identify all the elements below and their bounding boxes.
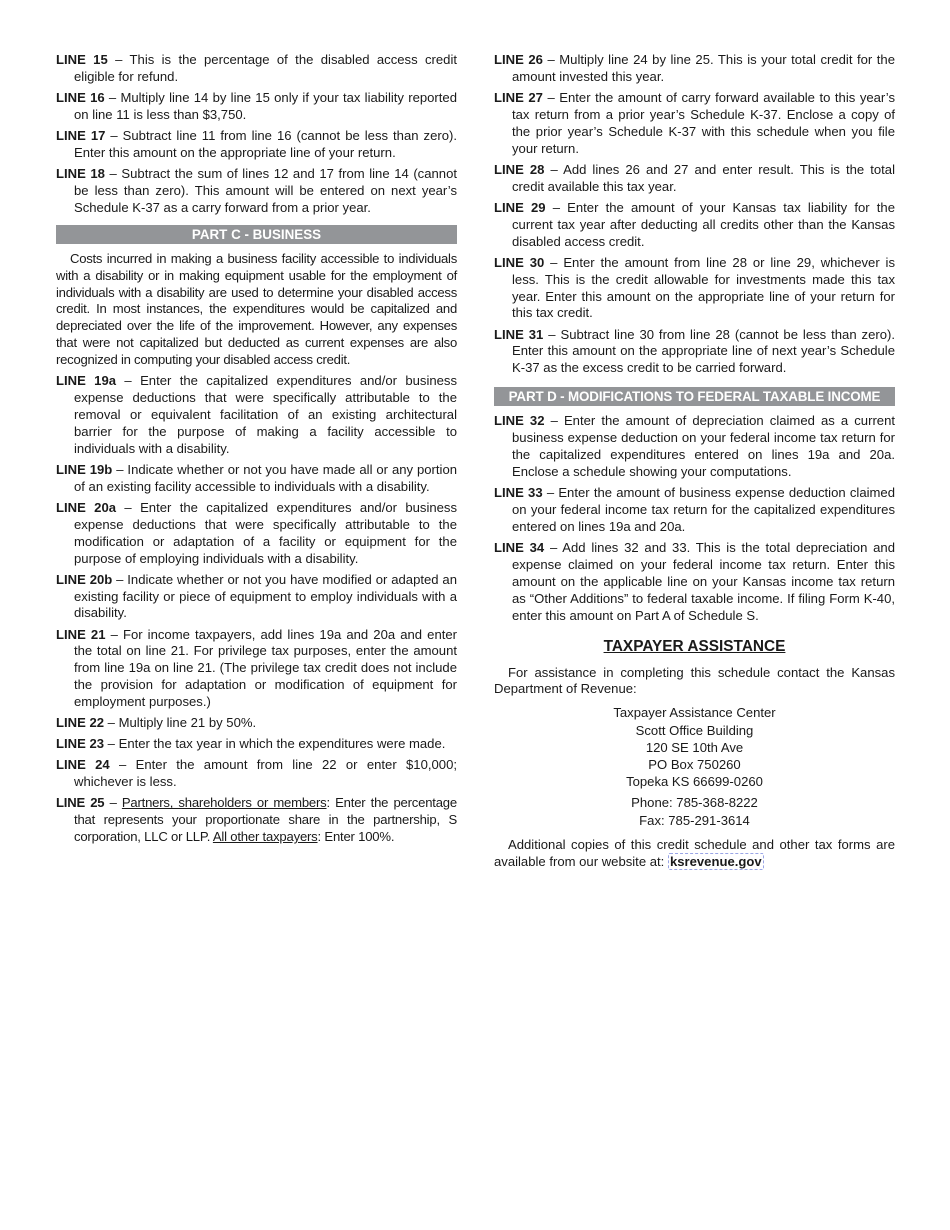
assistance-intro: For assistance in completing this schedule contact the Kansas Department of Revenue:: [494, 664, 895, 697]
phone-number: Phone: 785-368-8222: [631, 795, 758, 811]
line-instruction: LINE 33 – Enter the amount of business expense deduction claimed on your federal income tax return for the capitalized expenditures entered on lines 19a and 20a.: [494, 485, 895, 534]
line-instruction: LINE 17 – Subtract line 11 from line 16 (cannot be less than zero). Enter this amount on the appropriate line of your return.: [56, 128, 457, 160]
additional-copies-note: [494, 837, 895, 871]
line-instruction: LINE 27 – Enter the amount of carry forward available to this year’s tax return from a prior year’s Schedule K-37. Enclose a copy of the prior year’s Schedule K-37 with this schedule when you file your return.: [494, 90, 895, 156]
line-instruction-list-top: [56, 52, 457, 217]
line-instruction: LINE 30 – Enter the amount from line 28 or line 29, whichever is less. This is the credit allowable for investments made this tax year. Enter this amount on the appropriate line of your return for this tax credit.: [494, 254, 896, 321]
line-instruction: LINE 19b – Indicate whether or not you have made all or any portion of an existing facility accessible to individuals with a disability.: [56, 461, 458, 494]
line-instruction: LINE 28 – Add lines 26 and 27 and enter result. This is the total credit available this tax year.: [494, 161, 896, 194]
line-instruction: LINE 18 – Subtract the sum of lines 12 and 17 from line 14 (cannot be less than zero). This amount will be entered on next year’s Schedule K-37 as a carry forward from a prior year.: [56, 166, 457, 215]
line-instruction: LINE 24 – Enter the amount from line 22 or enter $10,000; whichever is less.: [56, 757, 457, 790]
line-instruction: LINE 20b – Indicate whether or not you have modified or adapted an existing facility or piece of equipment to employ individuals with a disability.: [56, 571, 457, 621]
address-line: Scott Office Building: [635, 722, 754, 738]
line-instruction: LINE 16 – Multiply line 14 by line 15 only if your tax liability reported on line 11 is less than $3,750.: [56, 90, 457, 122]
line-instruction: LINE 29 – Enter the amount of your Kansas tax liability for the current tax year after deducting all credits other than the Kansas disabled access credit.: [494, 199, 895, 249]
address-line: Taxpayer Assistance Center: [613, 705, 776, 721]
line-instruction: LINE 15 – This is the percentage of the disabled access credit eligible for refund.: [56, 52, 458, 84]
part-c-line-list: [56, 373, 457, 846]
line-instruction: LINE 20a – Enter the capitalized expenditures and/or business expense deductions that were specifically attributable to the modification or adaptation of a facility or equipment for the purpose of employing individuals with a disability.: [56, 499, 458, 566]
website-link[interactable]: ksrevenue.gov: [669, 853, 762, 869]
line-instruction: LINE 19a – Enter the capitalized expenditures and/or business expense deductions that were specifically attributable to the removal or equivalent facilitation of an existing architectural barrier for the purpose of making a facility accessible to individuals with a disability.: [56, 373, 458, 456]
address-line: Topeka KS 66699-0260: [626, 774, 763, 790]
additional-copies-text: Additional copies of this credit schedule and other tax forms are available from our website at:: [494, 836, 895, 869]
part-c-header: PART C - BUSINESS: [56, 225, 457, 244]
left-column: [56, 52, 457, 850]
address-line: PO Box 750260: [648, 756, 741, 772]
fax-number: Fax: 785-291-3614: [639, 812, 750, 828]
line-instruction: LINE 32 – Enter the amount of depreciation claimed as a current business expense deduction on your federal income tax return for the capitalized expenditures entered on lines 19a and 20a. Enclose a schedule showing your computations.: [494, 413, 896, 479]
taxpayer-assistance-heading: TAXPAYER ASSISTANCE: [603, 637, 786, 655]
part-d-line-list: [494, 413, 895, 624]
line-instruction-list-right: [494, 52, 895, 377]
line-instruction: LINE 23 – Enter the tax year in which the expenditures were made.: [56, 736, 446, 752]
line-instruction: LINE 21 – For income taxpayers, add lines 19a and 20a and enter the total on line 21. For privilege tax purposes, enter the amount from line 19a on line 21. (The privilege tax credit does not include the provision for adaptation or modification of equipment for employment purposes.): [56, 626, 458, 710]
line-instruction: LINE 31 – Subtract line 30 from line 28 (cannot be less than zero). Enter this amount on the appropriate line of next year’s Schedule K-37 as the excess credit to be carried forward.: [494, 326, 896, 376]
part-d-header: PART D - MODIFICATIONS TO FEDERAL TAXABLE INCOME: [494, 387, 895, 406]
line-instruction: LINE 34 – Add lines 32 and 33. This is the total depreciation and expense claimed on your federal income tax return. Enter this amount on the applicable line on your Kansas income tax return as “Other Additions” to federal taxable income. If filing Form K-40, enter this amount on Part A of Schedule S.: [494, 539, 895, 623]
part-c-intro: Costs incurred in making a business facility accessible to individuals with a disability or in making equipment usable for the employment of individuals with a disability are used to determine your disabled access credit. In most instances, the expenditures would be capitalized and depreciated over the life of the improvement. However, any expenses that were not capitalized but deducted as current expenses are also recognized in computing your disabled access credit.: [56, 250, 457, 368]
assistance-address: [494, 704, 895, 828]
address-line: 120 SE 10th Ave: [645, 739, 744, 755]
right-column: [494, 52, 895, 871]
line-instruction: LINE 26 – Multiply line 24 by line 25. This is your total credit for the amount invested this year.: [494, 52, 895, 84]
line-instruction-25: LINE 25 – Partners, shareholders or members: Enter the percentage that represents your proportionate share in the partnership, S corporation, LLC or LLP. All other taxpayers: Enter 100%.: [56, 795, 457, 845]
line-instruction: LINE 22 – Multiply line 21 by 50%.: [56, 715, 257, 731]
